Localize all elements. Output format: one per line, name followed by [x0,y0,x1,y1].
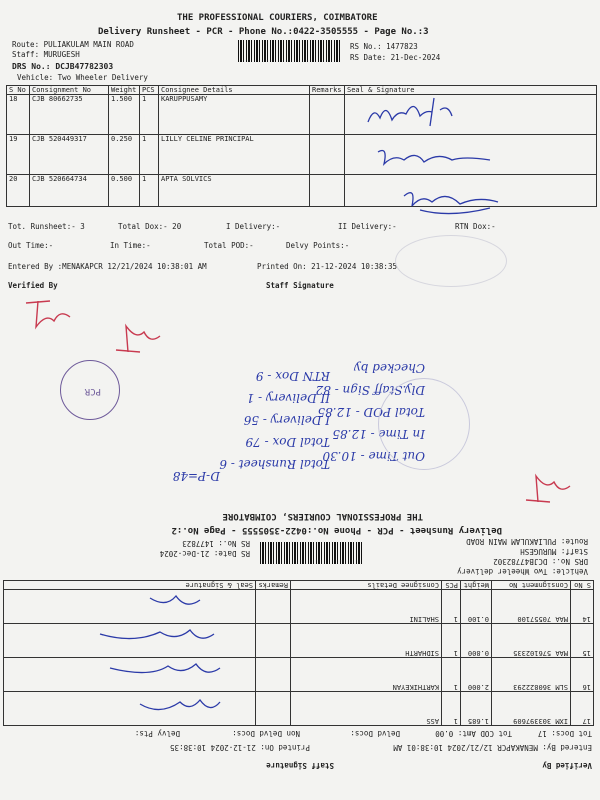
row-remarks [256,624,291,658]
total-dox: Total Dox:- 20 [118,222,182,231]
p2-title: Delivery Runsheet - PCR - Phone No.:0422-3505555 - Page No.:2 [171,525,502,535]
row-pcs: 1 [442,692,461,726]
p2-rs-date: RS Date: 21-Dec-2024 [159,549,250,558]
row-pcs: 1 [442,624,461,658]
p2-tot-cod: Tot COD Amt: 0.00 [435,729,512,738]
col-pcs: PCS [140,86,159,95]
row-consignment: MAA 576102335 [492,624,571,658]
row-remarks [256,590,291,624]
stamp-label: PCR [84,386,101,396]
barcode [238,40,342,62]
handwritten-notes [0,320,600,490]
col-consignee: Consignee Details [291,581,442,590]
delvy-points: Delvy Points:- [286,241,350,250]
pcr-stamp [60,360,120,420]
row-consignment: IXM 303397609 [492,692,571,726]
col-weight: Weight [461,581,492,590]
entered-by: Entered By :MENAKAPCR 12/21/2024 10:38:01 AM [8,262,207,271]
printed-on: Printed On: 21-12-2024 10:38:35 [257,262,397,271]
hw-in-time: In Time - 12.85 [332,427,425,441]
row-weight: 2.000 [461,658,492,692]
row-sno: 18 [7,95,30,135]
row-remarks [310,95,345,135]
row-sno: 19 [7,135,30,175]
i-delivery: I Delivery:- [226,222,281,231]
row-sno: 16 [571,658,594,692]
faint-stamp-2 [378,378,470,470]
hw-rtn-dox: RTN Dox - 9 [255,369,330,383]
col-seal-signature: Seal & Signature [4,581,256,590]
hw-checked-by: Checked by [353,361,425,375]
hw-i-delivery: I Delivery - 56 [243,413,330,427]
faint-stamp [395,235,507,287]
hw-total-runsheet: Total Runsheet - 6 [219,457,330,471]
col-sno: S No [571,581,594,590]
row-consignment: CJB 520449317 [30,135,109,175]
signature-scribbles [360,90,500,225]
row-pcs: 1 [140,135,159,175]
hw-total-pod: Total POD - 12.85 [317,405,425,419]
ii-delivery: II Delivery:- [338,222,397,231]
p2-verified-by: Verified By [542,761,592,770]
col-consignee: Consignee Details [159,86,310,95]
p2-delvy-pts: Delvy Pts: [134,729,180,738]
row-consignment: CJB 80662735 [30,95,109,135]
p2-non-delvd: Non Delvd Docs: [232,729,300,738]
out-time: Out Time:- [8,241,54,250]
vehicle: Vehicle: Two Wheeler Delivery [17,73,148,82]
p2-delvd-docs: Delvd Docs: [350,729,400,738]
in-time: In Time:- [110,241,151,250]
row-sno: 17 [571,692,594,726]
hw-ii-delivery: II Delivery - 1 [246,391,330,405]
table-header-row [7,86,597,95]
p2-rs-number: RS No.: 1477823 [182,539,250,548]
consignment-table [6,85,597,207]
runsheet-title: Delivery Runsheet - PCR - Phone No.:0422-3505555 - Page No.:3 [98,27,429,37]
row-weight: 0.800 [461,624,492,658]
row-remarks [310,175,345,207]
row-pcs: 1 [442,590,461,624]
row-remarks [310,135,345,175]
row-sno: 20 [7,175,30,207]
row-consignment: MAA 70557100 [492,590,571,624]
row-weight: 0.250 [109,135,140,175]
row-consignee: LILLY CELINE PRINCIPAL [159,135,310,175]
row-pcs: 1 [140,175,159,207]
rs-number: RS No.: 1477823 [350,42,418,51]
table-row [7,135,597,175]
route: Route: PULIAKULAM MAIN ROAD [12,40,134,49]
company-name: THE PROFESSIONAL COURIERS, COIMBATORE [177,13,378,23]
col-remarks: Remarks [310,86,345,95]
table-row [7,95,597,135]
verified-by: Verified By [8,281,58,290]
p2-drs-number: DRS No.: DCJB47782302 [493,557,588,566]
row-consignment: CJB 520664734 [30,175,109,207]
col-consignment: Consignment No [30,86,109,95]
col-weight: Weight [109,86,140,95]
row-consignee: KARTHIKEYAN [291,658,442,692]
p2-entered-by: Entered By: MENAKAPCR 12/21/2024 10:38:01 AM [393,743,592,752]
staff-signature: Staff Signature [266,281,334,290]
row-sno: 14 [571,590,594,624]
p2-barcode [258,542,362,564]
row-pcs: 1 [442,658,461,692]
col-sno: S No [7,86,30,95]
rtn-dox: RTN Dox:- [455,222,496,231]
rs-date: RS Date: 21-Dec-2024 [350,53,441,62]
hw-total-dox: Total Dox - 79 [245,435,330,449]
row-weight: 0.100 [461,590,492,624]
col-consignment: Consignment No [492,581,571,590]
row-consignee: KARUPPUSAMY [159,95,310,135]
row-consignee: SIDHARTH [291,624,442,658]
staff: Staff: MURUGESH [12,50,80,59]
page-2-inverted [0,500,600,800]
p2-vehicle: Vehicle: Two Wheeler delivery [457,567,588,576]
p2-company-name: THE PROFESSIONAL COURIERS, COIMBATORE [222,511,423,521]
p2-staff-signature: Staff Signature [266,761,334,770]
row-remarks [256,658,291,692]
row-sno: 15 [571,624,594,658]
p2-staff: Staff: MURUGESH [520,547,588,556]
row-consignee: ASS [291,692,442,726]
col-seal-signature: Seal & Signature [345,86,597,95]
col-remarks: Remarks [256,581,291,590]
row-weight: 1.685 [461,692,492,726]
hw-dp: D-P=48 [172,469,220,483]
p2-tot-docs: Tot Docs: 17 [537,729,592,738]
red-initial-mark [20,295,80,335]
row-remarks [256,692,291,726]
red-initial-mark-2 [110,320,170,360]
p2-signature-scribbles [90,582,230,722]
p2-route: Route: PULIAKULAM MAIN ROAD [466,537,588,546]
hw-out-time: Out Time - 10.30 [322,449,425,463]
row-consignee: APTA SOLVICS [159,175,310,207]
table-row [7,175,597,207]
hw-staff-sign: Dly.Staff Sign - 82 [315,383,425,397]
drs-number: DRS No.: DCJB47782303 [12,62,114,71]
p2-printed-on: Printed On: 21-12-2024 10:38:35 [170,743,310,752]
row-weight: 0.500 [109,175,140,207]
row-consignee: SHALINI [291,590,442,624]
row-weight: 1.500 [109,95,140,135]
row-consignment: SLM 360822293 [492,658,571,692]
total-pod: Total POD:- [204,241,254,250]
row-pcs: 1 [140,95,159,135]
tot-runsheet: Tot. Runsheet:- 3 [8,222,85,231]
col-pcs: PCS [442,581,461,590]
